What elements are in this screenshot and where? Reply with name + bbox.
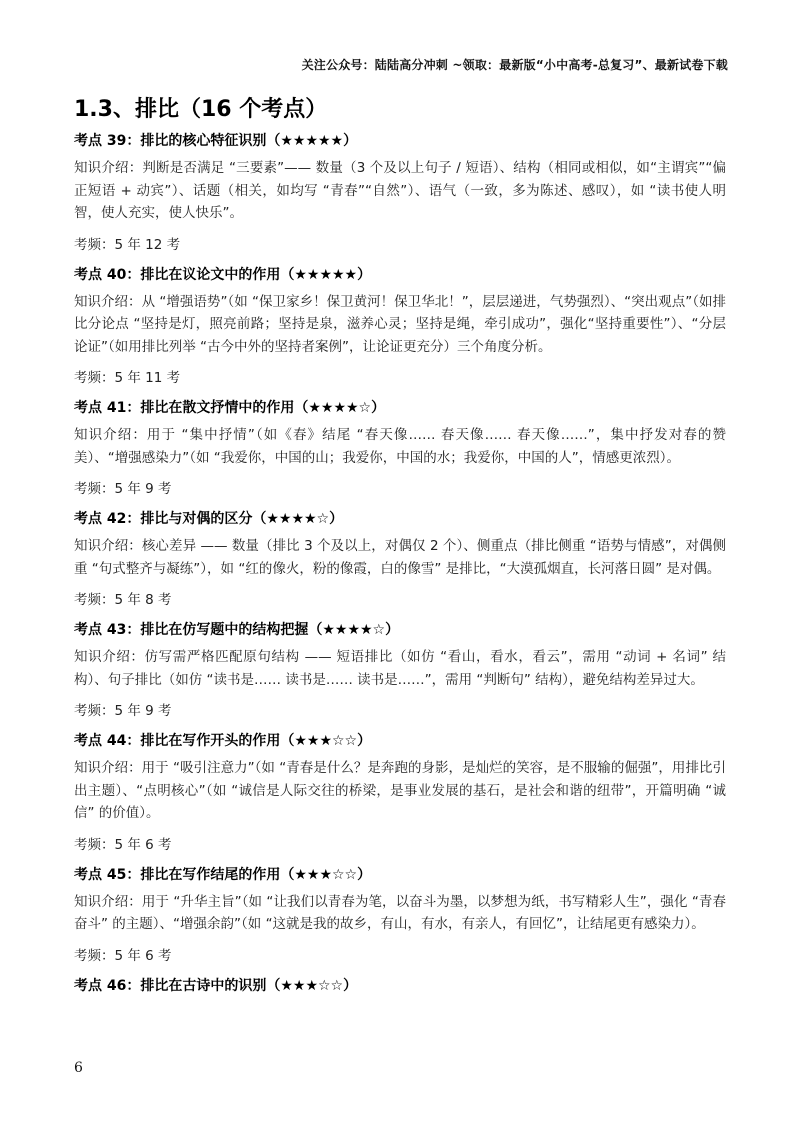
item-40 — [74, 266, 726, 389]
item-frequency: 考频：5 年 11 考 — [74, 370, 181, 386]
item-body: 知识介绍：判断是否满足 “三要素”—— 数量（3 个及以上句子 / 短语）、结构（相同或相似，如“主谓宾”“偏正短语 + 动宾”）、话题（相关，如均写 “青春”“自然”）、语气（一致，多为陈述、感叹），如 “读书使人明智，使人充实，使人快乐”。 — [74, 160, 726, 221]
item-title: 考点 40：排比在议论文中的作用（★★★★★） — [74, 266, 372, 283]
item-title: 考点 41：排比在散文抒情中的作用（★★★★☆） — [74, 400, 386, 416]
item-44 — [74, 732, 726, 855]
item-43 — [74, 621, 726, 721]
item-title: 考点 42：排比与对偶的区分（★★★★☆） — [74, 511, 344, 527]
section-title: 1.3、排比（16 个考点） — [74, 97, 328, 122]
item-frequency: 考频：5 年 12 考 — [74, 236, 181, 253]
item-title: 考点 43：排比在仿写题中的结构把握（★★★★☆） — [74, 622, 400, 638]
item-body: 知识介绍：用于 “集中抒情”（如《春》结尾 “春天像…… 春天像…… 春天像……”，集中抒发对春的赞美）、“增强感染力”（如 “我爱你，中国的山；我爱你，中国的水；我爱你，中国的人”，情感更浓烈）。 — [74, 427, 726, 466]
item-frequency: 考频：5 年 8 考 — [74, 592, 172, 608]
item-frequency: 考频：5 年 6 考 — [74, 836, 172, 853]
content-area — [74, 132, 726, 1002]
item-body: 知识介绍：从 “增强语势”（如 “保卫家乡！保卫黄河！保卫华北！”，层层递进，气势强烈）、“突出观点”（如排比分论点 “坚持是灯，照亮前路；坚持是泉，滋养心灵；坚持是绳，牵引成功”，强化“坚持重要性”）、“分层论证”（如用排比列举 “古今中外的坚持者案例”，让论证更充分）三个角度分析。 — [74, 293, 726, 355]
header-note: 关注公众号：陆陆高分冲刺 ~领取：最新版“小中高考-总复习”、最新试卷下载 — [301, 58, 728, 72]
item-title: 考点 44：排比在写作开头的作用（★★★☆☆） — [74, 733, 372, 749]
item-body: 知识介绍：核心差异 —— 数量（排比 3 个及以上，对偶仅 2 个）、侧重点（排比侧重 “语势与情感”，对偶侧重 “句式整齐与凝练”），如 “红的像火，粉的像霞，白的像雪” 是排比，“大漠孤烟直，长河落日圆” 是对偶。 — [74, 538, 726, 577]
item-46 — [74, 977, 726, 995]
item-body: 知识介绍：用于 “吸引注意力”（如 “青春是什么？是奔跑的身影，是灿烂的笑容，是不服输的倔强”，用排比引出主题）、“点明核心”（如 “诚信是人际交往的桥梁，是事业发展的基石，是社会和谐的纽带”，开篇明确 “诚信” 的价值）。 — [74, 760, 726, 821]
item-frequency: 考频：5 年 9 考 — [74, 703, 172, 719]
item-title: 考点 45：排比在写作结尾的作用（★★★☆☆） — [74, 866, 372, 883]
item-41 — [74, 399, 726, 499]
item-45 — [74, 866, 726, 966]
item-title: 考点 46：排比在古诗中的识别（★★★☆☆） — [74, 977, 358, 994]
item-body: 知识介绍：用于 “升华主旨”（如 “让我们以青春为笔，以奋斗为墨，以梦想为纸，书写精彩人生”，强化 “青春奋斗” 的主题）、“增强余韵”（如 “这就是我的故乡，有山，有水，有亲人，有回忆”，让结尾更有感染力）。 — [74, 893, 726, 932]
item-title: 考点 39：排比的核心特征识别（★★★★★） — [74, 133, 358, 149]
item-39 — [74, 132, 726, 255]
item-frequency: 考频：5 年 9 考 — [74, 481, 172, 497]
item-42 — [74, 510, 726, 610]
item-body: 知识介绍：仿写需严格匹配原句结构 —— 短语排比（如仿 “看山，看水，看云”，需用 “动词 + 名词” 结构）、句子排比（如仿 “读书是…… 读书是…… 读书是……”，需用 “判断句” 结构），避免结构差异过大。 — [74, 649, 726, 688]
page-number: 6 — [74, 1060, 83, 1076]
item-frequency: 考频：5 年 6 考 — [74, 947, 172, 964]
